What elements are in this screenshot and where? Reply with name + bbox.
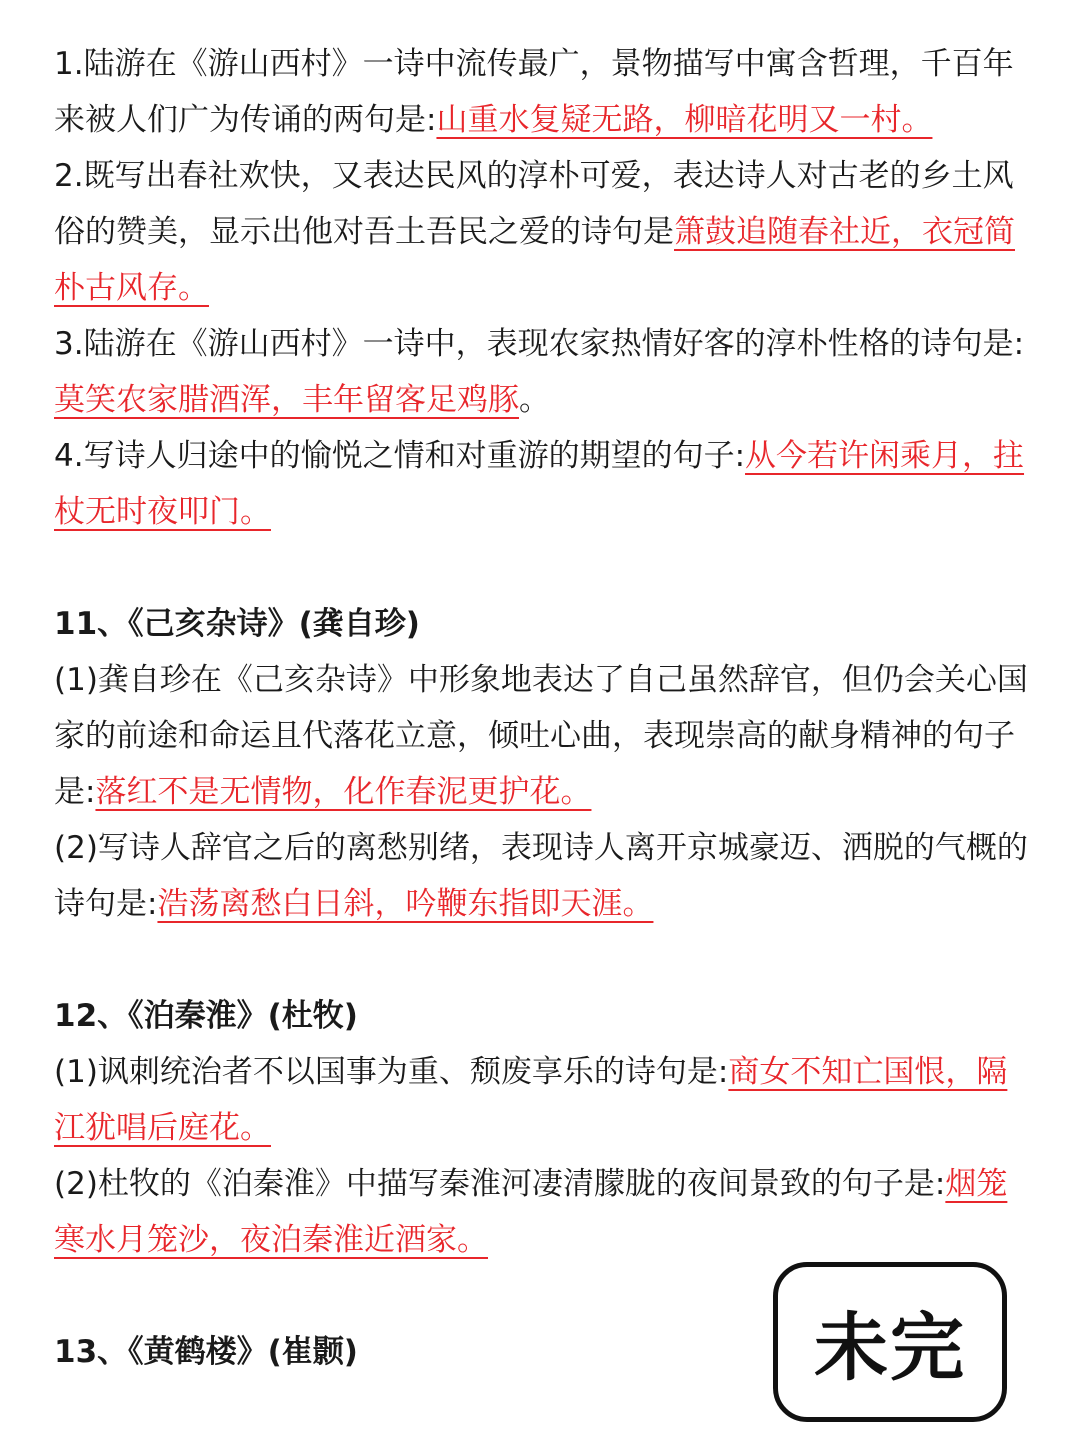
- question-item: [54, 1156, 1029, 1268]
- stamp-label: 未完: [814, 1305, 966, 1391]
- question-text: 3.陆游在《游山西村》一诗中，表现农家热情好客的淳朴性格的诗句是:: [54, 326, 1025, 362]
- question-text: (2)写诗人辞官之后的离愁别绪，表现诗人离开京城豪迈、洒脱的气概的诗句是:: [54, 830, 1028, 922]
- question-item: [54, 428, 1029, 540]
- document-body: [54, 36, 1029, 1380]
- section-heading: 13、《黄鹤楼》(崔颢): [54, 1334, 358, 1370]
- answer-text: 从今若许闲乘月，拄杖无时夜叩门。: [54, 438, 1025, 530]
- question-text: 4.写诗人归途中的愉悦之情和对重游的期望的句子:: [54, 438, 746, 474]
- answer-text: 落红不是无情物，化作春泥更护花。: [95, 774, 592, 810]
- section-heading: 11、《己亥杂诗》(龚自珍): [54, 606, 420, 642]
- answer-text: 箫鼓追随春社近，衣冠简朴古风存。: [54, 214, 1015, 306]
- question-item: [54, 652, 1029, 820]
- question-text: 2.既写出春社欢快，又表达民风的淳朴可爱，表达诗人对古老的乡土风俗的赞美，显示出他对吾土吾民之爱的诗句是: [54, 158, 1014, 250]
- question-text: (2)杜牧的《泊秦淮》中描写秦淮河凄清朦胧的夜间景致的句子是:: [54, 1166, 946, 1202]
- question-item: [54, 316, 1029, 428]
- question-item: [54, 1044, 1029, 1156]
- answer-tail: 。: [519, 382, 550, 418]
- answer-text: 莫笑农家腊酒浑，丰年留客足鸡豚: [54, 382, 519, 418]
- question-item: [54, 148, 1029, 316]
- answer-text: 烟笼寒水月笼沙，夜泊秦淮近酒家。: [54, 1166, 1008, 1258]
- question-text: (1)讽刺统治者不以国事为重、颓废享乐的诗句是:: [54, 1054, 729, 1090]
- question-text: 1.陆游在《游山西村》一诗中流传最广，景物描写中寓含哲理，千百年来被人们广为传诵的两句是:: [54, 46, 1014, 138]
- unfinished-stamp: [773, 1262, 1007, 1422]
- question-item: [54, 820, 1029, 932]
- section-heading: 12、《泊秦淮》(杜牧): [54, 998, 358, 1034]
- answer-text: 商女不知亡国恨，隔江犹唱后庭花。: [54, 1054, 1008, 1146]
- answer-text: 山重水复疑无路，柳暗花明又一村。: [436, 102, 933, 138]
- answer-text: 浩荡离愁白日斜，吟鞭东指即天涯。: [157, 886, 654, 922]
- question-item: [54, 36, 1029, 148]
- question-text: (1)龚自珍在《己亥杂诗》中形象地表达了自己虽然辞官，但仍会关心国家的前途和命运且代落花立意，倾吐心曲，表现崇高的献身精神的句子是:: [54, 662, 1028, 810]
